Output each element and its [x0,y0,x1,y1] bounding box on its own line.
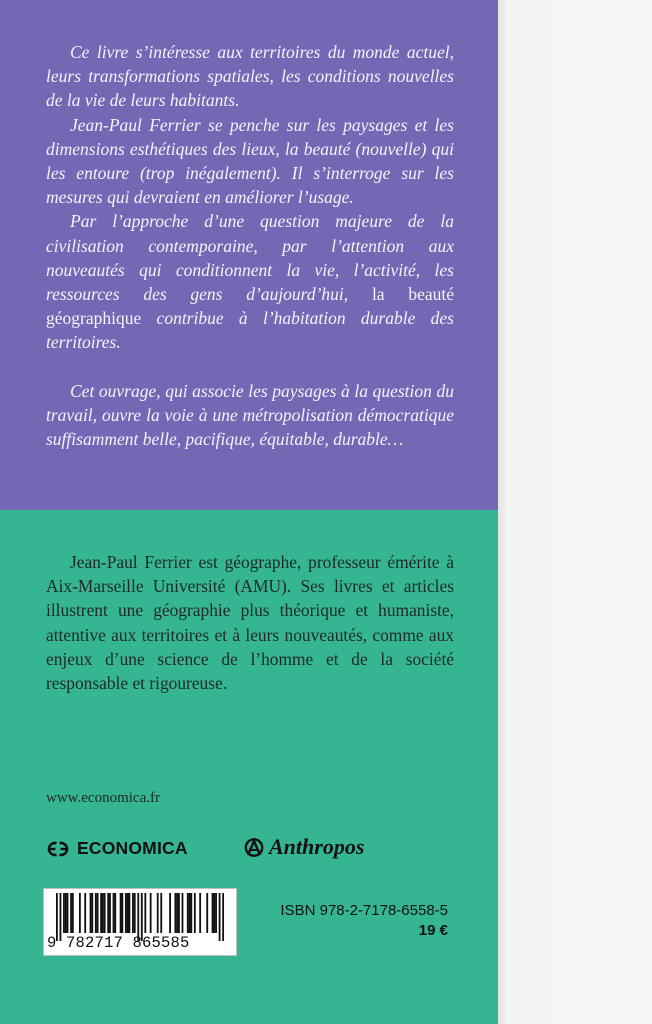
barcode-bar [174,893,176,933]
barcode-bar [194,893,196,933]
blurb-paragraph-4: Cet ouvrage, qui associe les paysages à la question du travail, ouvre la voie à une métropolisation démocratique suffisamment belle, pacifique, équitable, durable… [46,380,454,450]
price: 19 € [418,922,448,939]
barcode-bar [120,893,122,933]
barcode-bar [97,893,99,933]
barcode-bar [84,893,86,933]
anthropos-mark-icon [242,835,266,859]
barcode-bar [206,893,208,933]
barcode-bar [100,893,102,933]
barcode-bar [134,893,136,933]
economica-mark-icon [46,840,70,858]
barcode-bar [182,893,184,933]
book-title-inline: la beauté géographique [46,284,454,329]
blurb-paragraph-2: Jean-Paul Ferrier se penche sur les paysages et les dimensions esthétiques des lieux, la beauté (nouvelle) qui les entoure (trop inégalement). Il s’interroge sur les mesures qui devraient en améliorer l’usage. [46,114,454,208]
barcode-bar [215,893,217,933]
barcode-bar [70,893,72,933]
barcode-bar [79,893,81,933]
author-bio-text: Jean-Paul Ferrier est géographe, professeur émérite à Aix-Marseille Université (AMU). Ses livres et articles illustrent une géographie plus théorique et humaniste, attentive aux territoires et à leurs nouveautés, comme aux enjeux d’une science de l’homme et de la société responsable et rigoureuse. [46,552,454,694]
barcode-bar [125,893,127,933]
blurb-text [46,40,454,451]
economica-wordmark: ECONOMICA [77,838,188,858]
barcode-bar [104,893,106,933]
barcode-digits: 9 782717 865585 [47,934,190,952]
barcode-bar [213,893,215,933]
barcode-bar [107,893,109,933]
anthropos-logo [242,834,364,860]
barcode-bar [67,893,69,933]
barcode-bar [91,893,93,933]
blurb-paragraph-1: Ce livre s’intéresse aux territoires du monde actuel, leurs transformations spatiales, les conditions nouvelles de la vie de leurs habitants. [46,42,454,111]
barcode-bar [212,893,214,933]
barcode-bar [189,893,191,933]
barcode-bar [157,893,159,933]
barcode-bar [109,893,111,933]
barcode-bar [169,893,171,933]
economica-logo [46,838,188,859]
barcode-bar [132,893,134,933]
blurb-paragraph-3 [46,209,454,354]
barcode-bar [144,893,146,933]
barcode-bar [90,893,92,933]
barcode-bar [160,893,162,933]
barcode-bar [95,893,97,933]
barcode-bar [102,893,104,933]
barcode-bar [187,893,189,933]
barcode-bar [190,893,192,933]
blurb-paragraph-3-end: contribue à l’habitation durable des territoires. [46,308,454,353]
book-edge [498,0,652,1024]
blurb-panel [0,0,498,510]
barcode-bar [199,893,201,933]
barcode-bar [150,893,152,933]
barcode-bar [114,893,116,933]
barcode-bar [121,893,123,933]
barcode-bar [113,893,115,933]
barcode-bar [176,893,178,933]
barcode-bar [178,893,180,933]
blurb-paragraph-3-start: Par l’approche d’une question majeure de la civilisation contemporaine, par l’attention aux nouveautés qui conditionnent la vie, l’activité, les ressources des gens d’aujourd’hui, [46,211,454,305]
barcode [43,888,237,956]
author-bio [46,550,454,695]
barcode-bar [129,893,131,933]
anthropos-wordmark: Anthropos [269,834,365,859]
publisher-website: www.economica.fr [46,790,160,806]
barcode-bar [127,893,129,933]
barcode-bar [63,893,65,933]
barcode-bar [65,893,67,933]
barcode-bar [72,893,74,933]
isbn: ISBN 978-2-7178-6558-5 [280,902,448,919]
